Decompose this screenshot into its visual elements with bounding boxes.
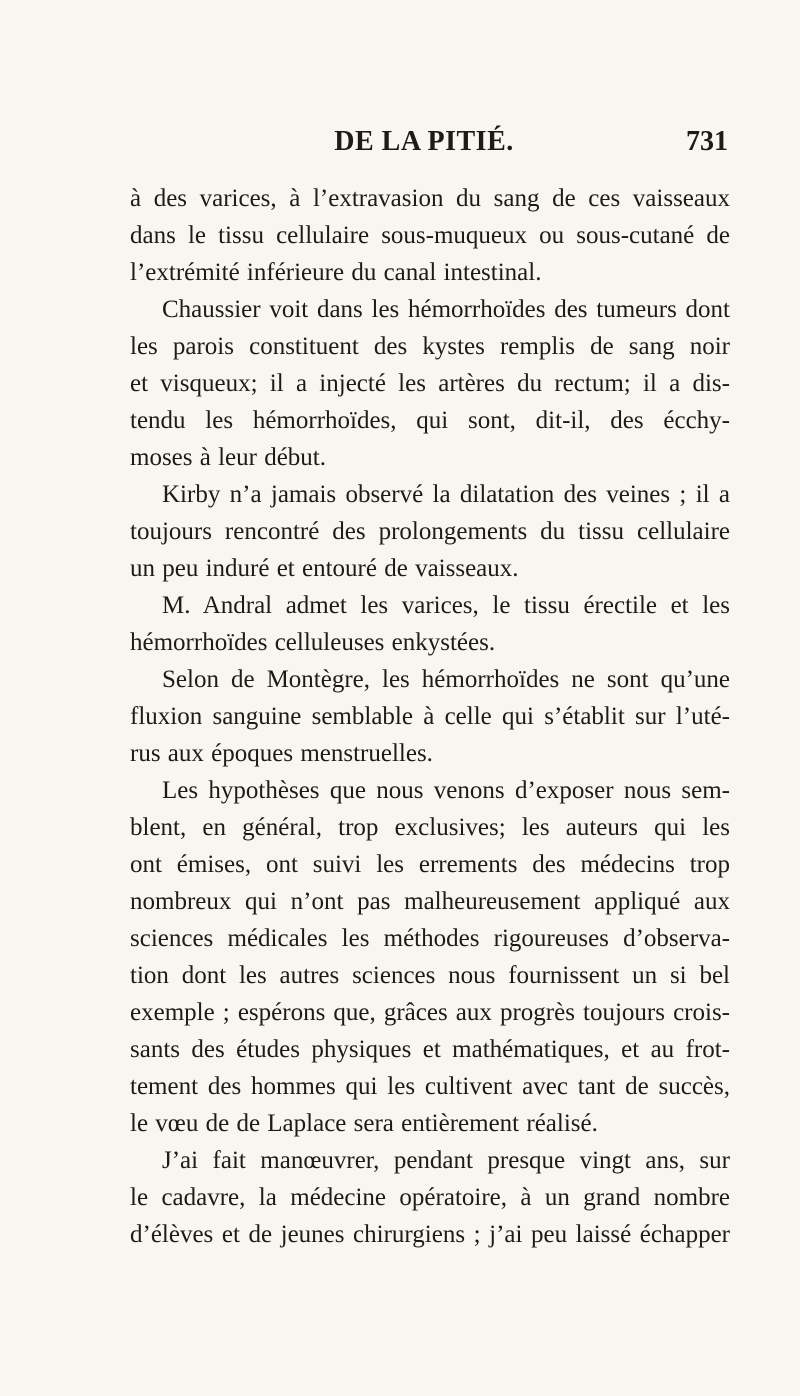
text-line: blent, en général, trop exclusives; les auteurs qui les (130, 814, 730, 841)
text-line: tion dont les autres sciences nous fournissent un si bel (130, 962, 730, 989)
running-header (120, 126, 728, 166)
text-line: le cadavre, la médecine opératoire, à un grand nombre (130, 1184, 730, 1211)
text-line: tendu les hémorrhoïdes, qui sont, dit-il, des écchy- (130, 407, 730, 434)
text-line: tement des hommes qui les cultivent avec tant de succès, (130, 1073, 730, 1100)
text-line: M. Andral admet les varices, le tissu érectile et les (162, 592, 730, 619)
text-line: l’extrémité inférieure du canal intestinal. (130, 259, 542, 286)
running-title: DE LA PITIÉ. (334, 126, 514, 157)
text-line: fluxion sanguine semblable à celle qui s’établit sur l’uté- (130, 703, 730, 730)
body-text (130, 180, 730, 1253)
text-line: dans le tissu cellulaire sous-muqueux ou sous-cutané de (130, 222, 730, 249)
text-line: Kirby n’a jamais observé la dilatation des veines ; il a (162, 481, 730, 508)
text-line: un peu induré et entouré de vaisseaux. (130, 555, 519, 582)
text-line: J’ai fait manœuvrer, pendant presque vingt ans, sur (162, 1147, 730, 1174)
page-number: 731 (686, 126, 728, 157)
text-line: d’élèves et de jeunes chirurgiens ; j’ai peu laissé échapper (130, 1221, 730, 1248)
text-line: toujours rencontré des prolongements du tissu cellulaire (130, 518, 730, 545)
text-line: rus aux époques menstruelles. (130, 740, 433, 767)
text-line: hémorrhoïdes celluleuses enkystées. (130, 629, 496, 656)
text-line: moses à leur début. (130, 444, 327, 471)
text-line: Les hypothèses que nous venons d’exposer nous sem- (162, 777, 730, 804)
text-line: Chaussier voit dans les hémorrhoïdes des tumeurs dont (162, 296, 730, 323)
text-line: nombreux qui n’ont pas malheureusement appliqué aux (130, 888, 730, 915)
text-line: exemple ; espérons que, grâces aux progrès toujours crois- (130, 999, 730, 1026)
text-line: sants des études physiques et mathématiques, et au frot- (130, 1036, 730, 1063)
text-line: à des varices, à l’extravasion du sang de ces vaisseaux (130, 185, 730, 212)
text-line: sciences médicales les méthodes rigoureuses d’observa- (130, 925, 730, 952)
text-line: Selon de Montègre, les hémorrhoïdes ne sont qu’une (162, 666, 730, 693)
text-line: le vœu de de Laplace sera entièrement réalisé. (130, 1110, 598, 1137)
text-line: ont émises, ont suivi les errements des médecins trop (130, 851, 730, 878)
text-line: les parois constituent des kystes remplis de sang noir (130, 333, 730, 360)
text-line: et visqueux; il a injecté les artères du rectum; il a dis- (130, 370, 730, 397)
